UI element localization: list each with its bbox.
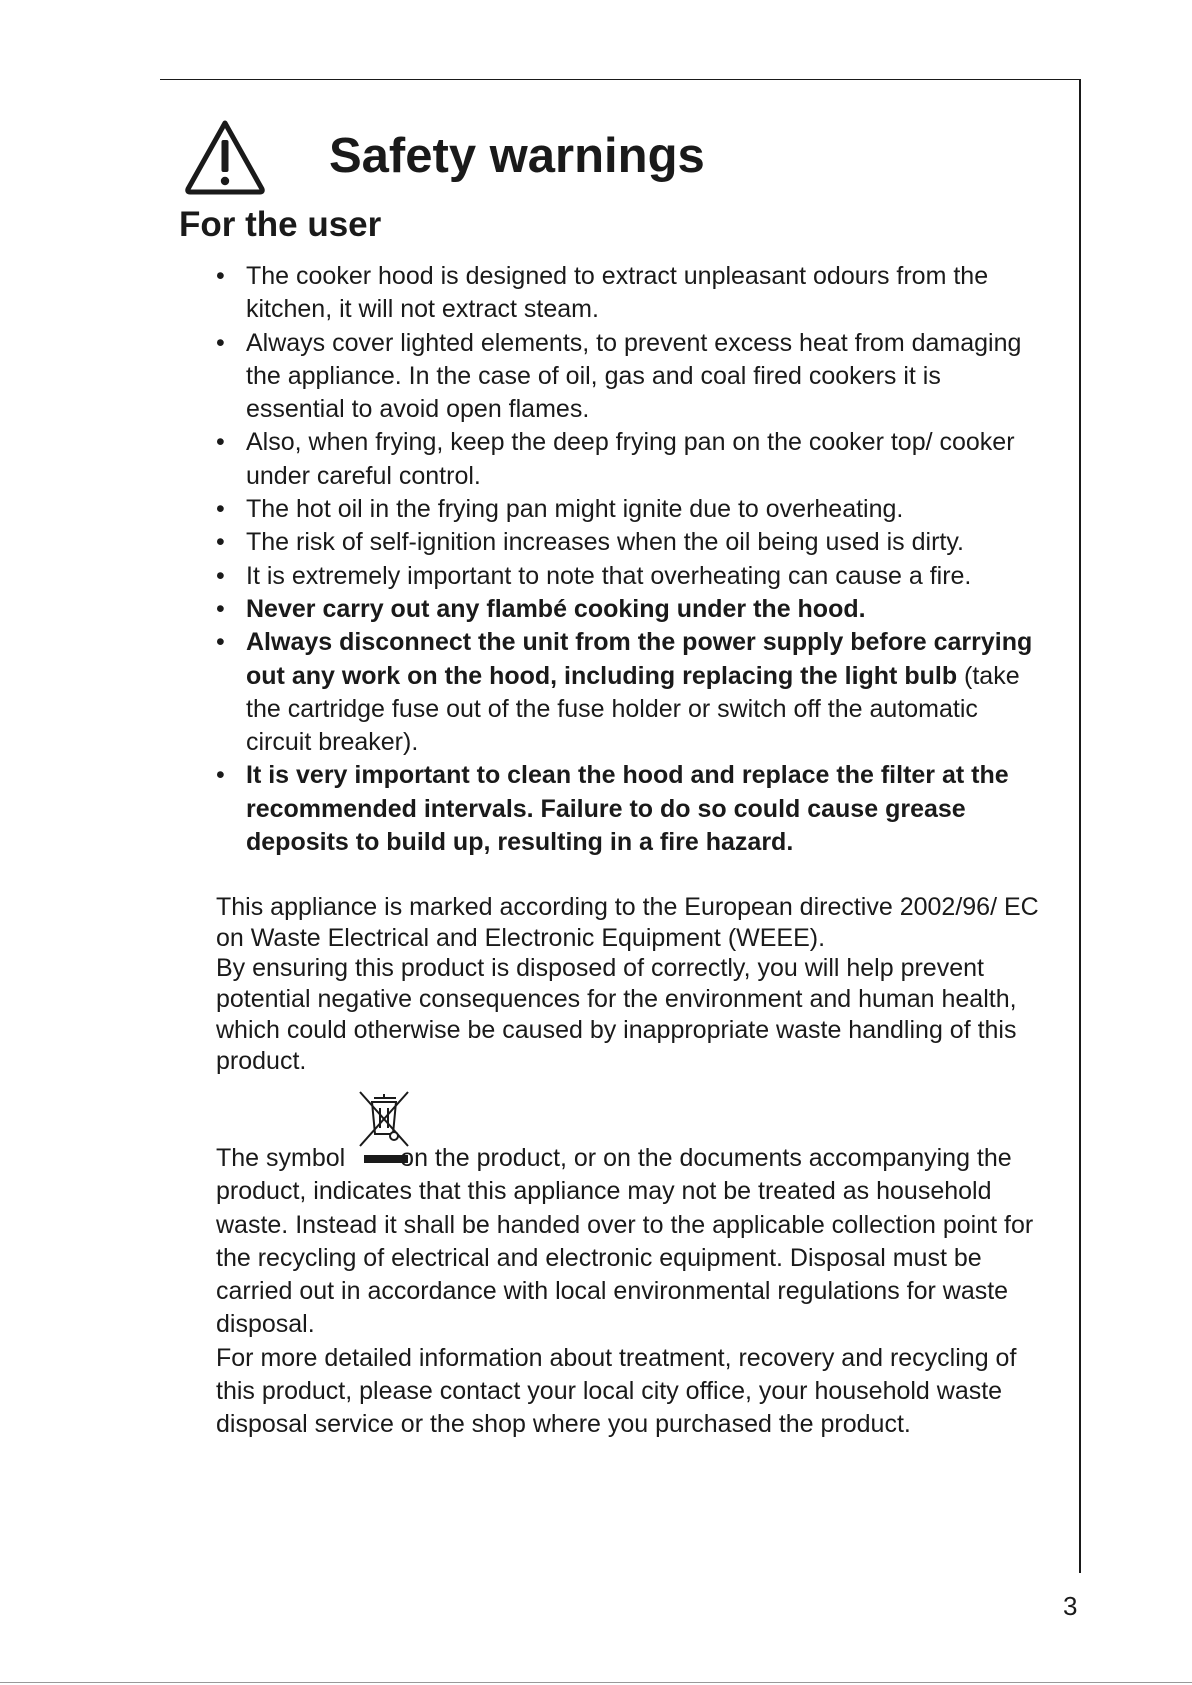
more-info-text: For more detailed information about treatment, recovery and recycling of this product, please contact your local city office, your household waste disposal service or the shop where you purchased the product. [216,1343,1017,1439]
inline-symbol-space [352,1148,400,1170]
bullet-bold-text: Always disconnect the unit from the power supply before carrying out any work on the hood, including replacing the light bulb [246,628,1033,690]
bullet-dot: • [216,428,225,457]
bullet-dot: • [216,495,225,524]
bullet-bold-text: Never carry out any flambé cooking under the hood. [246,594,866,623]
list-item [216,260,1046,327]
disposal-notice [216,1142,1056,1442]
section-heading: For the user [179,205,382,244]
right-rule [1079,79,1081,1573]
bullet-text: The risk of self-ignition increases when the oil being used is dirty. [246,528,964,557]
list-item [216,759,1046,859]
symbol-text-start: The symbol [216,1144,353,1172]
bullet-text: Also, when frying, keep the deep frying pan on the cooker top/ cooker under careful control. [246,428,1015,490]
list-item [216,493,1046,526]
list-item [216,560,1046,593]
weee-notice [216,892,1056,1076]
list-item [216,593,1046,626]
list-item [216,626,1046,759]
page-number: 3 [1063,1591,1078,1621]
weee-consequences-text: By ensuring this product is disposed of correctly, you will help prevent potential negative consequences for the environment and human health, which could otherwise be caused by inappropriate waste handling of this product. [216,954,1017,1075]
bullet-text: The hot oil in the frying pan might ignite due to overheating. [246,495,904,524]
bullet-dot: • [216,561,225,590]
warning-triangle-icon [184,118,266,196]
symbol-text-rest: on the product, or on the documents accompanying the product, indicates that this appliance may not be treated as household waste. Instead it shall be handed over to the applicable collection point for the recycling of electrical and electronic equipment. Disposal must be carried out in accordance with local environmental regulations for waste disposal. [216,1144,1034,1339]
bullet-dot: • [216,761,225,790]
bullet-dot: • [216,262,225,290]
bullet-dot: • [216,594,225,623]
bullet-text: Always cover lighted elements, to prevent excess heat from damaging the appliance. In the case of oil, gas and coal fired cookers it is essential to avoid open flames. [246,328,1022,424]
list-item [216,327,1046,427]
bullet-text: It is extremely important to note that overheating can cause a fire. [246,561,972,590]
bullet-dot: • [216,528,225,557]
bullet-text: (take the cartridge fuse out of the fuse holder or switch off the automatic circuit breaker). [246,661,1020,757]
bullet-dot: • [216,628,225,657]
top-rule [160,79,1080,80]
page-title: Safety warnings [329,129,705,183]
safety-bullet-list [216,260,1046,859]
symbol-paragraph [216,1142,1056,1342]
bullet-text: The cooker hood is designed to extract unpleasant odours from the kitchen, it will not extract steam. [246,262,989,324]
bullet-dot: • [216,328,225,357]
page-bottom-edge [0,1682,1192,1683]
weee-directive-text: This appliance is marked according to the European directive 2002/96/ EC on Waste Electrical and Electronic Equipment (WEEE). [216,893,1039,952]
list-item [216,526,1046,559]
bullet-bold-text: It is very important to clean the hood and replace the filter at the recommended intervals. Failure to do so could cause grease deposits to build up, resulting in a fire hazard. [246,761,1009,857]
list-item [216,426,1046,493]
